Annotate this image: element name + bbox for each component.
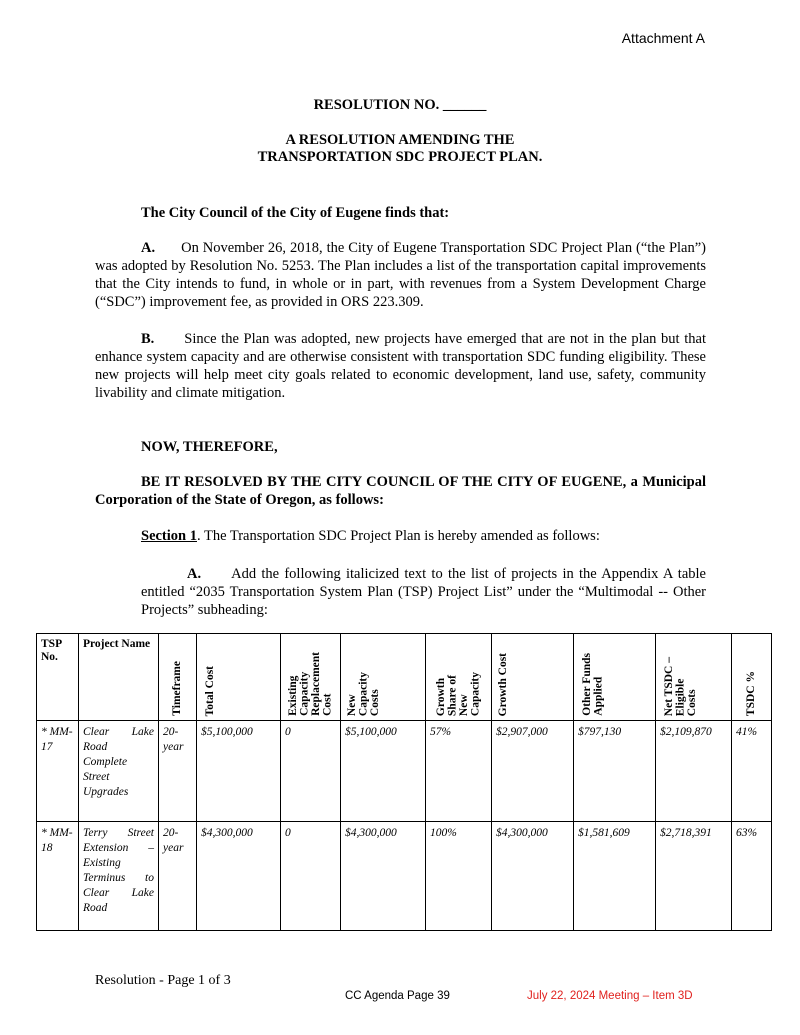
cell-total-cost: $4,300,000 [197, 822, 281, 931]
resolved-clause [95, 473, 706, 509]
cell-net-tsdc: $2,109,870 [656, 721, 732, 822]
section-1-label: Section 1 [141, 528, 197, 544]
cell-net-tsdc: $2,718,391 [656, 822, 732, 931]
table-row [37, 822, 772, 931]
now-therefore: NOW, THEREFORE, [141, 439, 278, 455]
header-total-cost [197, 634, 281, 721]
project-list-table [36, 633, 772, 931]
finding-a-label: A. [141, 240, 156, 256]
finding-a [95, 239, 706, 311]
header-net-tsdc-text: Net TSDC – Eligible Costs [663, 656, 698, 716]
cell-growth-cost: $4,300,000 [492, 822, 574, 931]
header-growth-share-text: Growth Share of New Capacity [434, 671, 481, 716]
findings-heading: The City Council of the City of Eugene finds that: [141, 205, 450, 221]
header-new-capacity [341, 634, 426, 721]
header-existing-capacity [281, 634, 341, 721]
cell-existing-capacity: 0 [281, 721, 341, 822]
resolution-title-line-2: TRANSPORTATION SDC PROJECT PLAN. [257, 149, 543, 165]
resolution-title [0, 132, 800, 166]
amendment-a-label: A. [187, 566, 202, 582]
cell-new-capacity: $5,100,000 [341, 721, 426, 822]
table-row [37, 721, 772, 822]
header-other-funds [574, 634, 656, 721]
header-project-name: Project Name [79, 634, 159, 721]
resolution-number: RESOLUTION NO. ______ [313, 97, 487, 113]
cell-tsp-no: * MM-17 [37, 721, 79, 822]
resolution-title-line-1: A RESOLUTION AMENDING THE [285, 132, 515, 148]
header-other-funds-text: Other Funds Applied [581, 653, 605, 716]
cell-tsdc-pct: 41% [732, 721, 772, 822]
cell-total-cost: $5,100,000 [197, 721, 281, 822]
header-existing-capacity-text: Existing Capacity Replacement Cost [286, 652, 333, 716]
header-tsdc-pct [732, 634, 772, 721]
amendment-a-text: Add the following italicized text to the list of projects in the Appendix A table entitled “2035 Transportation System Plan (TSP) Project List” under the “Multimodal -- Other Projects” subheading: [141, 566, 706, 618]
section-1-text: . The Transportation SDC Project Plan is hereby amended as follows: [196, 528, 600, 544]
cell-timeframe: 20-year [159, 822, 197, 931]
cell-growth-share: 100% [426, 822, 492, 931]
cell-other-funds: $797,130 [574, 721, 656, 822]
cell-project-name: Terry Street Extension – Existing Terminus to Clear Lake Road [79, 822, 159, 931]
header-timeframe [159, 634, 197, 721]
finding-b-label: B. [141, 331, 155, 347]
resolved-text: BE IT RESOLVED BY THE CITY COUNCIL OF THE CITY OF EUGENE, a Municipal Corporation of the State of Oregon, as follows: [95, 474, 706, 508]
amendment-a [141, 565, 706, 619]
page-footer: Resolution - Page 1 of 3 [95, 973, 231, 988]
finding-b-text: Since the Plan was adopted, new projects have emerged that are not in the plan but that enhance system capacity and are otherwise consistent with transportation SDC funding eligibility. These new projects will help meet city goals related to economic development, land use, safety, community livability and climate mitigation. [95, 331, 706, 401]
header-new-capacity-text: New Capacity Costs [346, 671, 381, 716]
cell-growth-cost: $2,907,000 [492, 721, 574, 822]
finding-a-text: On November 26, 2018, the City of Eugene Transportation SDC Project Plan (“the Plan”) was adopted by Resolution No. 5253. The Plan includes a list of the transportation capital improvements that the City intends to fund, in whole or in part, with revenues from a System Development Charge (“SDC”) improvement fee, as provided in ORS 223.309. [95, 240, 706, 310]
header-total-cost-text: Total Cost [204, 665, 216, 716]
meeting-label: July 22, 2024 Meeting – Item 3D [527, 990, 693, 1002]
cell-other-funds: $1,581,609 [574, 822, 656, 931]
cell-existing-capacity: 0 [281, 822, 341, 931]
agenda-page: CC Agenda Page 39 [345, 990, 450, 1002]
header-growth-cost-text: Growth Cost [497, 652, 509, 716]
cell-tsp-no: * MM-18 [37, 822, 79, 931]
cell-growth-share: 57% [426, 721, 492, 822]
header-tsp-no: TSP No. [37, 634, 79, 721]
header-tsdc-pct-text: TSDC % [744, 670, 757, 716]
header-growth-share [426, 634, 492, 721]
finding-b [95, 330, 706, 402]
cell-tsdc-pct: 63% [732, 822, 772, 931]
header-timeframe-text: Timeframe [170, 661, 183, 716]
header-net-tsdc [656, 634, 732, 721]
cell-new-capacity: $4,300,000 [341, 822, 426, 931]
cell-timeframe: 20-year [159, 721, 197, 822]
attachment-label: Attachment A [621, 30, 705, 46]
section-1 [141, 527, 706, 545]
cell-project-name: Clear Lake Road Complete Street Upgrades [79, 721, 159, 822]
header-growth-cost [492, 634, 574, 721]
table-header-row [37, 634, 772, 721]
